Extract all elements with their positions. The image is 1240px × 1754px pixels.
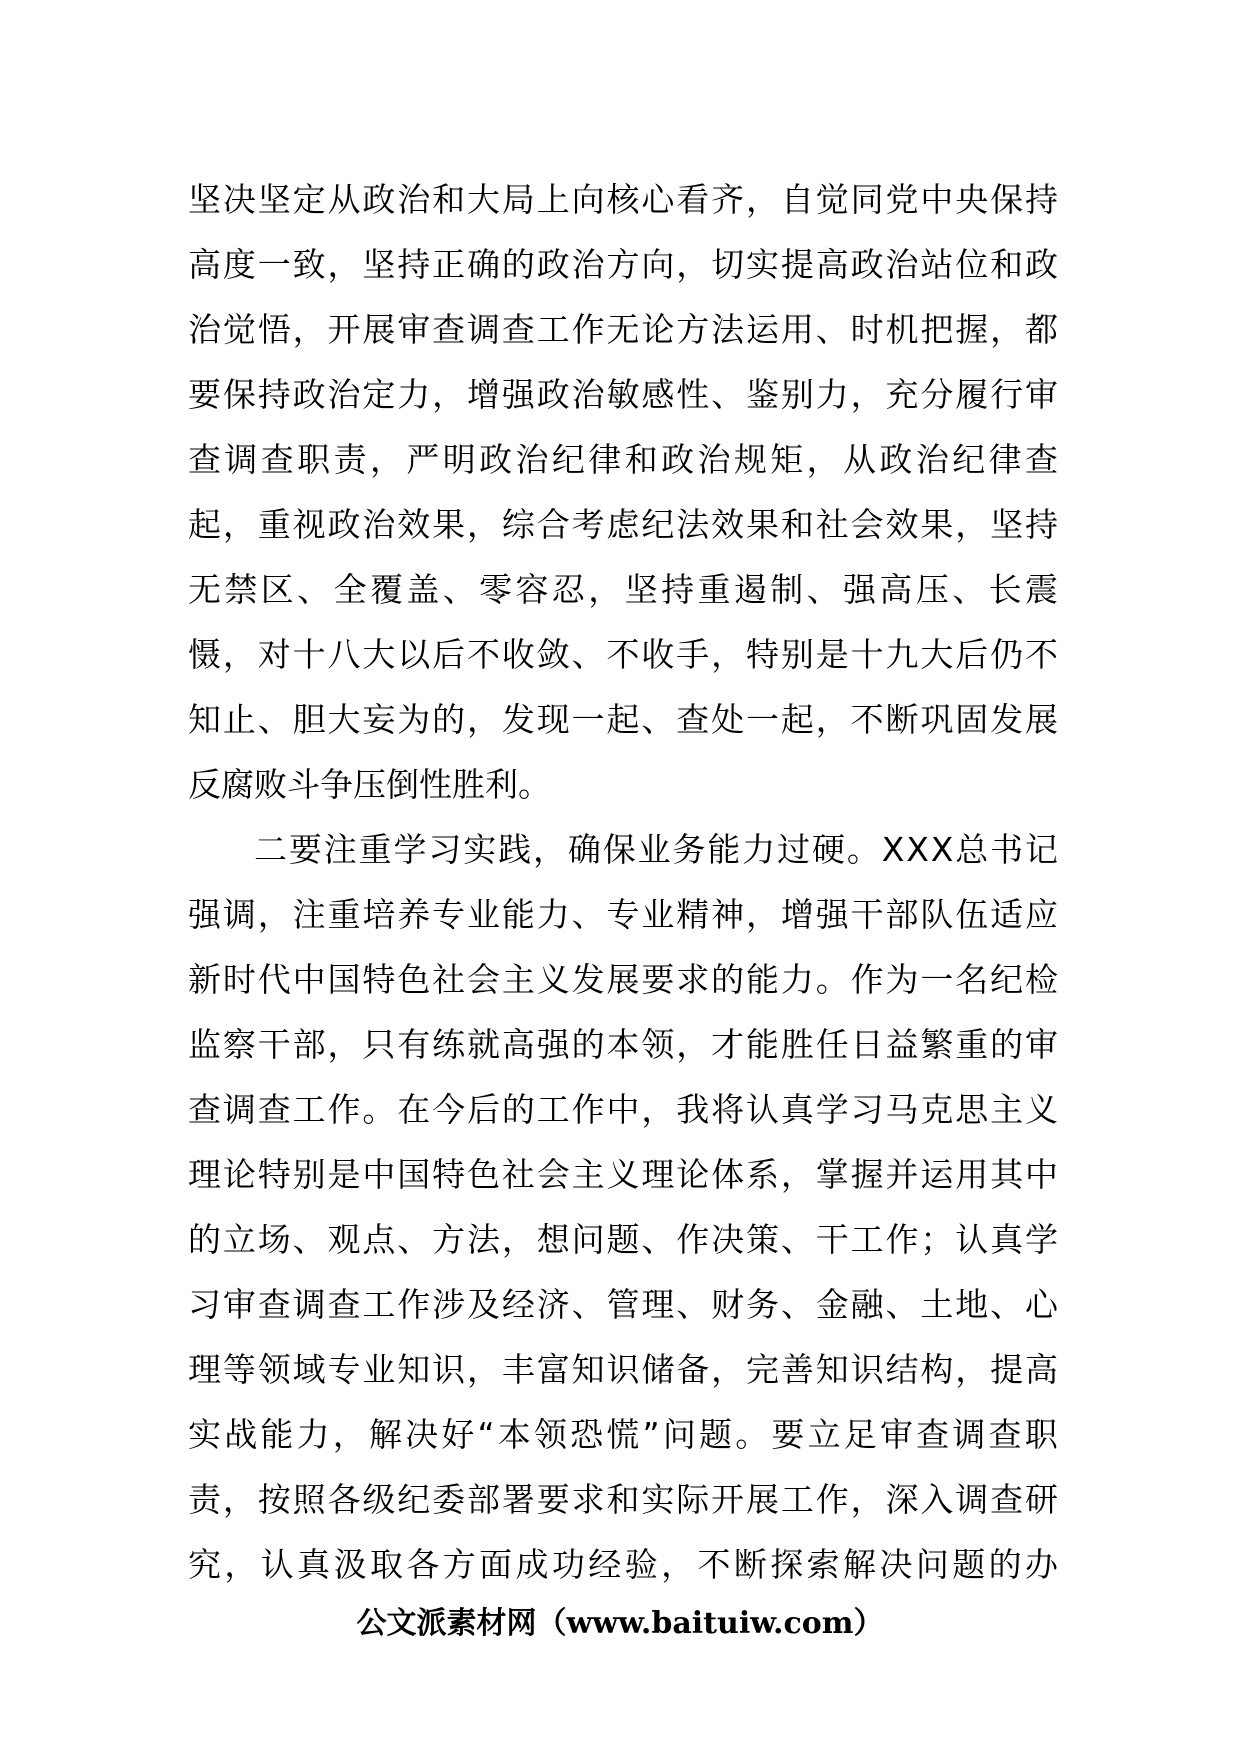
- text-line: 坚 决 坚 定 从 政 治 和 大 局 上 向 核 心 看 齐 ， 自 觉 同 党 中 央 保 持: [188, 180, 1058, 219]
- text-line: 责 ， 按 照 各 级 纪 委 部 署 要 求 和 实 际 开 展 工 作 ， 深 入 调 查 研: [188, 1480, 1058, 1519]
- text-line: 起 ， 重 视 政 治 效 果 ， 综 合 考 虑 纪 法 效 果 和 社 会 效 果 ， 坚 持: [188, 505, 1058, 544]
- text-line: 查 调 查 工 作 。 在 今 后 的 工 作 中 ， 我 将 认 真 学 习 马 克 思 主 义: [188, 1090, 1058, 1129]
- paragraph-heading-line: 二 要 注 重 学 习 实 践 ， 确 保 业 务 能 力 过 硬 。 X X X 总 书 记: [254, 830, 1058, 869]
- text-line: 反腐败斗争压倒性胜利。: [188, 765, 551, 804]
- text-line: 查 调 查 职 责 ， 严 明 政 治 纪 律 和 政 治 规 矩 ， 从 政 治 纪 律 查: [188, 440, 1058, 479]
- text-line: 的 立 场 、 观 点 、 方 法 ， 想 问 题 、 作 决 策 、 干 工 作 ； 认 真 学: [188, 1220, 1058, 1259]
- body-text: [188, 167, 1058, 1597]
- text-line: 知 止 、 胆 大 妄 为 的 ， 发 现 一 起 、 查 处 一 起 ， 不 断 巩 固 发 展: [188, 700, 1058, 739]
- text-line: 要 保 持 政 治 定 力 ， 增 强 政 治 敏 感 性 、 鉴 别 力 ， 充 分 履 行 审: [188, 375, 1058, 414]
- text-line: 治 觉 悟 ， 开 展 审 查 调 查 工 作 无 论 方 法 运 用 、 时 机 把 握 ， 都: [188, 310, 1058, 349]
- text-line: 新 时 代 中 国 特 色 社 会 主 义 发 展 要 求 的 能 力 。 作 为 一 名 纪 检: [188, 960, 1058, 999]
- text-line: 究 ， 认 真 汲 取 各 方 面 成 功 经 验 ， 不 断 探 索 解 决 问 题 的 办: [188, 1545, 1058, 1584]
- text-line: 无 禁 区 、 全 覆 盖 、 零 容 忍 ， 坚 持 重 遏 制 、 强 高 压 、 长 震: [188, 570, 1058, 609]
- text-line: 习 审 查 调 查 工 作 涉 及 经 济 、 管 理 、 财 务 、 金 融 、 土 地 、 心: [188, 1285, 1058, 1324]
- text-line: 理 论 特 别 是 中 国 特 色 社 会 主 义 理 论 体 系 ， 掌 握 并 运 用 其 中: [188, 1155, 1058, 1194]
- text-line: 慑 ， 对 十 八 大 以 后 不 收 敛 、 不 收 手 ， 特 别 是 十 九 大 后 仍 不: [188, 635, 1058, 674]
- footer-watermark: 公文派素材网（www.baituiw.com）: [356, 1606, 884, 1641]
- text-line: 强 调 ， 注 重 培 养 专 业 能 力 、 专 业 精 神 ， 增 强 干 部 队 伍 适 应: [188, 895, 1058, 934]
- text-line: 实 战 能 力 ， 解 决 好 “ 本 领 恐 慌 ” 问 题 。 要 立 足 审 查 调 查 职: [188, 1415, 1058, 1454]
- text-line: 监 察 干 部 ， 只 有 练 就 高 强 的 本 领 ， 才 能 胜 任 日 益 繁 重 的 审: [188, 1025, 1058, 1064]
- text-line: 高 度 一 致 ， 坚 持 正 确 的 政 治 方 向 ， 切 实 提 高 政 治 站 位 和 政: [188, 245, 1058, 284]
- text-line: 理 等 领 域 专 业 知 识 ， 丰 富 知 识 储 备 ， 完 善 知 识 结 构 ， 提 高: [188, 1350, 1058, 1389]
